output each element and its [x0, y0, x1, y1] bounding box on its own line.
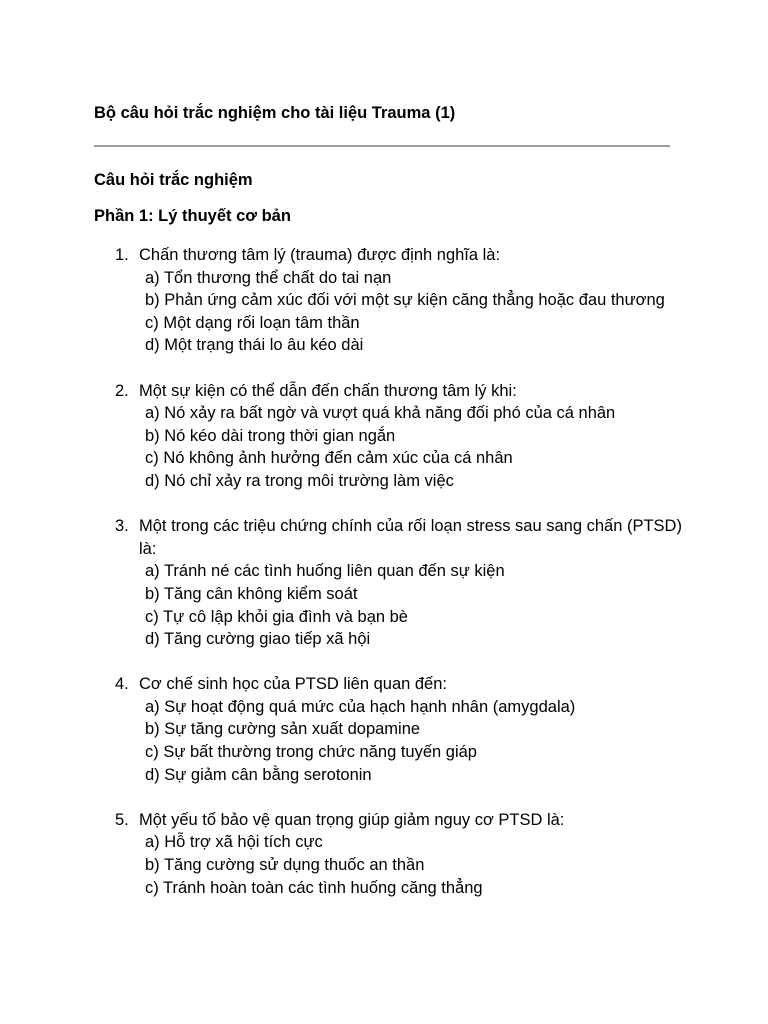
answer-option: a) Sự hoạt động quá mức của hạch hạnh nhân (amygdala): [145, 697, 576, 716]
question-number: 1.: [115, 246, 129, 264]
section-heading: Câu hỏi trắc nghiệm: [94, 171, 253, 189]
question-number: 5.: [115, 810, 129, 829]
question-text: Chấn thương tâm lý (trauma) được định nghĩa là:: [139, 246, 501, 264]
question-item: [94, 515, 684, 651]
question-number: 4.: [115, 675, 129, 694]
answer-option: a) Hỗ trợ xã hội tích cực: [145, 833, 323, 852]
question-text: Một yếu tố bảo vệ quan trọng giúp giảm nguy cơ PTSD là:: [139, 810, 565, 829]
answer-option: c) Nó không ảnh hưởng đến cảm xúc của cá nhân: [145, 449, 513, 468]
question-item: [94, 244, 684, 357]
answer-option: a) Tổn thương thể chất do tai nạn: [145, 268, 392, 287]
option-list: [139, 560, 684, 650]
answer-option: b) Phản ứng cảm xúc đối với một sự kiện căng thẳng hoặc đau thương: [145, 291, 665, 310]
horizontal-divider: [94, 145, 670, 147]
question-text: Một sự kiện có thể dẫn đến chấn thương tâm lý khi:: [139, 381, 517, 400]
answer-option: b) Tăng cường sử dụng thuốc an thần: [145, 856, 425, 875]
question-number: 2.: [115, 381, 129, 400]
question-text: Một trong các triệu chứng chính của rối loạn stress sau sang chấn (PTSD) là:: [139, 517, 682, 558]
question-text: Cơ chế sinh học của PTSD liên quan đến:: [139, 675, 447, 694]
answer-option: c) Tránh hoàn toàn các tình huống căng thẳng: [145, 878, 483, 897]
option-list: [139, 267, 684, 357]
question-list: [94, 244, 684, 922]
option-list: [139, 696, 684, 786]
answer-option: b) Sự tăng cường sản xuất dopamine: [145, 720, 421, 739]
option-list: [139, 831, 684, 899]
question-number: 3.: [115, 517, 129, 536]
question-item: [94, 673, 684, 786]
answer-option: a) Tránh né các tình huống liên quan đến sự kiện: [145, 562, 505, 581]
option-list: [139, 402, 684, 492]
answer-option: c) Tự cô lập khỏi gia đình và bạn bè: [145, 607, 408, 626]
answer-option: b) Nó kéo dài trong thời gian ngắn: [145, 426, 396, 445]
document-title: Bộ câu hỏi trắc nghiệm cho tài liệu Trauma (1): [94, 104, 456, 122]
answer-option: c) Một dạng rối loạn tâm thần: [145, 313, 360, 332]
answer-option: d) Tăng cường giao tiếp xã hội: [145, 630, 371, 649]
answer-option: a) Nó xảy ra bất ngờ và vượt quá khả năng đối phó của cá nhân: [145, 404, 616, 423]
part-heading: Phần 1: Lý thuyết cơ bản: [94, 207, 291, 225]
question-item: [94, 809, 684, 899]
answer-option: c) Sự bất thường trong chức năng tuyến giáp: [145, 743, 477, 762]
answer-option: d) Sự giảm cân bằng serotonin: [145, 765, 372, 784]
answer-option: d) Nó chỉ xảy ra trong môi trường làm việc: [145, 471, 454, 490]
question-item: [94, 380, 684, 493]
answer-option: d) Một trạng thái lo âu kéo dài: [145, 336, 364, 355]
answer-option: b) Tăng cân không kiểm soát: [145, 584, 358, 603]
